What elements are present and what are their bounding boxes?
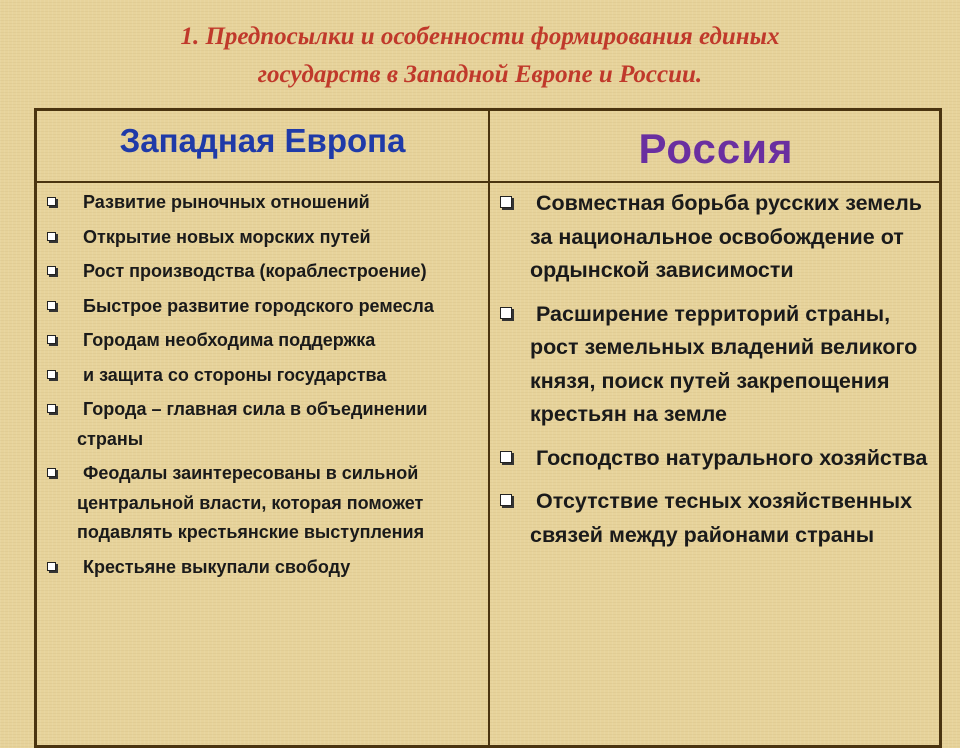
checkbox-square-icon xyxy=(47,468,56,477)
comparison-table xyxy=(34,108,942,748)
list-item: Городам необходима поддержка xyxy=(47,326,479,356)
russia-list xyxy=(500,183,936,562)
column-divider xyxy=(488,111,490,745)
list-item: и защита со стороны государства xyxy=(47,361,479,391)
list-item: Быстрое развитие городского ремесла xyxy=(47,292,479,322)
checkbox-square-icon xyxy=(47,266,56,275)
slide-title xyxy=(0,18,960,94)
list-item: Развитие рыночных отношений xyxy=(47,188,479,218)
header-western-europe: Западная Европа xyxy=(119,122,406,159)
slide-title-line-1: 1. Предпосылки и особенности формирования единых xyxy=(180,23,780,50)
checkbox-square-icon xyxy=(47,370,56,379)
checkbox-square-icon xyxy=(47,301,56,310)
western-europe-list xyxy=(47,183,479,587)
checkbox-square-icon xyxy=(500,196,512,208)
list-item: Открытие новых морских путей xyxy=(47,223,479,253)
checkbox-square-icon xyxy=(500,451,512,463)
list-item: Феодалы заинтересованы в сильной центральной власти, которая поможет подавлять крестьянские выступления xyxy=(47,459,479,548)
checkbox-square-icon xyxy=(500,494,512,506)
checkbox-square-icon xyxy=(47,197,56,206)
checkbox-square-icon xyxy=(47,562,56,571)
list-item: Рост производства (кораблестроение) xyxy=(47,257,479,287)
list-item: Господство натурального хозяйства xyxy=(500,442,936,476)
checkbox-square-icon xyxy=(47,404,56,413)
slide-title-line-2: государств в Западной Европе и России. xyxy=(257,61,703,88)
list-item: Совместная борьба русских земель за национальное освобождение от ордынской зависимости xyxy=(500,187,936,288)
list-item: Отсутствие тесных хозяйственных связей между районами страны xyxy=(500,485,936,552)
checkbox-square-icon xyxy=(47,335,56,344)
list-item: Расширение территорий страны, рост земельных владений великого князя, поиск путей закрепощения крестьян на земле xyxy=(500,298,936,432)
list-item: Города – главная сила в объединении страны xyxy=(47,395,479,454)
checkbox-square-icon xyxy=(47,232,56,241)
checkbox-square-icon xyxy=(500,307,512,319)
list-item: Крестьяне выкупали свободу xyxy=(47,553,479,583)
header-russia: Россия xyxy=(638,125,794,172)
